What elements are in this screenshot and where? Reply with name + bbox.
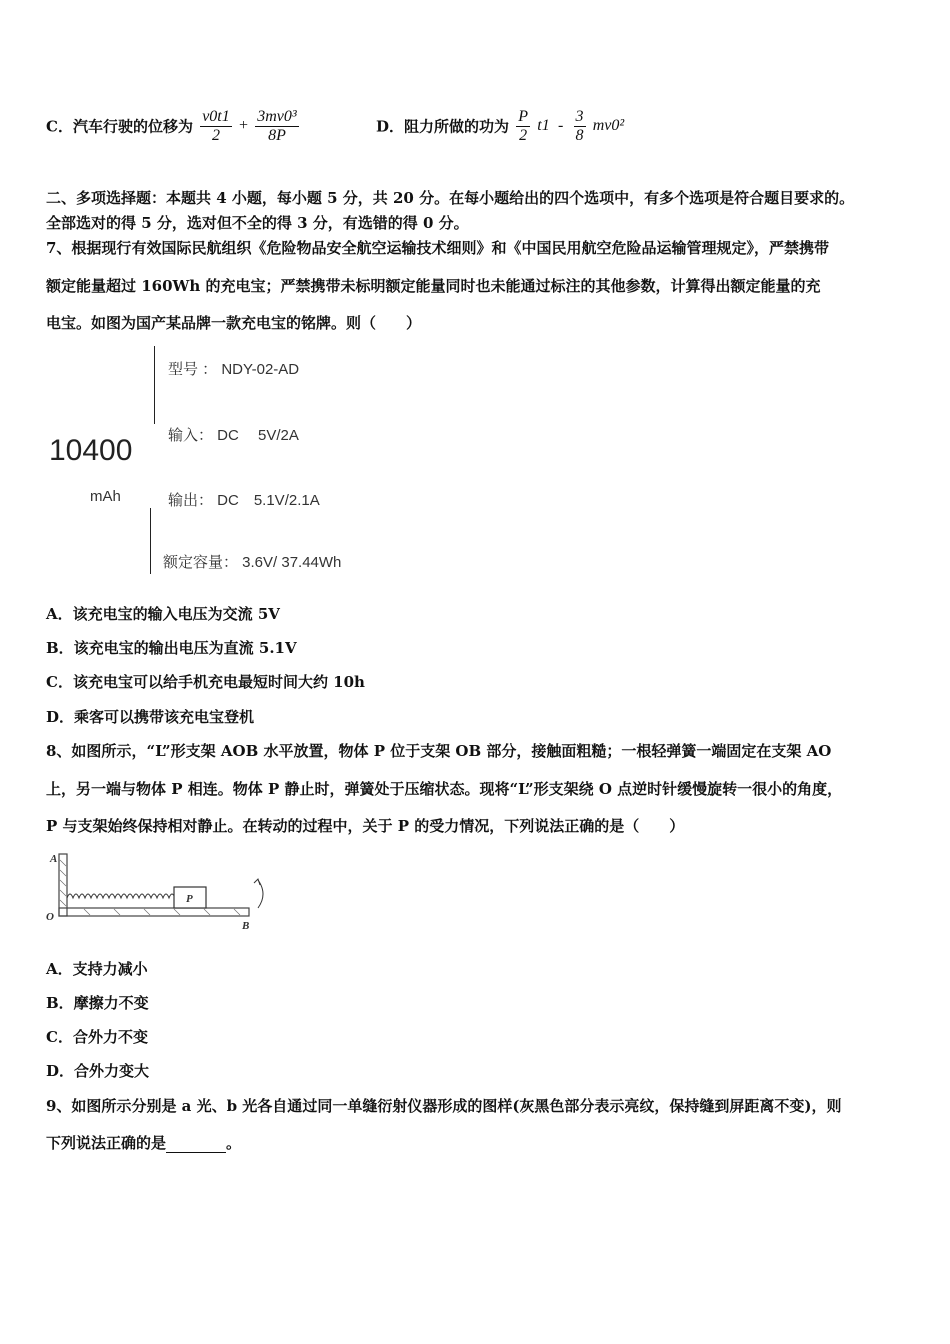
q6-option-c-label: C．汽车行驶的位移为 <box>46 117 193 136</box>
q7-option-c: C．该充电宝可以给手机充电最短时间大约 10h <box>46 673 365 691</box>
plate-divider-bottom <box>150 508 151 574</box>
q6-option-d-fraction-1: $\frac{P}{2}$ <box>518 108 529 144</box>
q9-answer-blank <box>166 1138 226 1153</box>
q7-line2: 额定能量超过 160Wh 的充电宝；严禁携带未标明额定能量同时也未能通过标注的其他参数，计算得出额定能量的充 <box>46 277 821 295</box>
spring <box>67 894 180 898</box>
label-a: A <box>50 853 58 865</box>
q7-option-a: A．该充电宝的输入电压为交流 5V <box>46 605 280 623</box>
q6-option-d-fraction-2: $\frac{3}{8}$ <box>575 108 584 144</box>
q9-line2-suffix: 。 <box>226 1134 242 1152</box>
q6-option-d-minus: - <box>557 117 564 135</box>
plate-model: 型号 ： NDY-02-AD <box>168 361 300 378</box>
rotation-arrowhead-icon <box>254 879 260 885</box>
q8-option-a: A．支持力减小 <box>46 960 148 978</box>
q9-line2-prefix: 下列说法正确的是 <box>46 1134 167 1152</box>
q8-option-d: D．合外力变大 <box>46 1062 150 1080</box>
q6-option-d-label: D．阻力所做的功为 <box>376 117 510 136</box>
q7-option-b: B．该充电宝的输出电压为直流 5.1V <box>46 639 297 657</box>
q6-option-c-fraction-1: $\frac{v0t1}{2}$ <box>202 108 230 144</box>
q7-option-d: D．乘客可以携带该充电宝登机 <box>46 708 255 726</box>
section2-line1: 二、多项选择题：本题共 4 小题，每小题 5 分，共 20 分。在每小题给出的四个选项中，有多个选项是符合题目要求的。 <box>46 189 855 207</box>
plate-output: 输出： DC 5.1V/2.1A <box>168 492 320 509</box>
rotation-arrow <box>258 880 263 908</box>
bracket-hatch <box>60 860 240 915</box>
q9-line2 <box>46 1132 241 1153</box>
q8-line1: 8、如图所示，“L”形支架 AOB 水平放置，物体 P 位于支架 OB 部分，接触面粗糙；一根轻弹簧一端固定在支架 AO <box>46 742 832 760</box>
q7-line3: 电宝。如图为国产某品牌一款充电宝的铭牌。则（ ） <box>46 314 422 332</box>
plate-divider-top <box>154 346 155 424</box>
q6-option-c-plus: + <box>238 117 248 135</box>
q6-option-d-tail: mv0² <box>592 117 625 135</box>
q8-line2: 上，另一端与物体 P 相连。物体 P 静止时，弹簧处于压缩状态。现将“L”形支架绕 O 点逆时针缓慢旋转一很小的角度， <box>46 780 843 798</box>
q8-option-c: C．合外力不变 <box>46 1028 148 1046</box>
q6-option-d <box>376 108 624 144</box>
bracket-frame <box>59 854 249 916</box>
plate-unit: mAh <box>90 488 121 505</box>
label-o: O <box>46 911 54 923</box>
q6-option-c-fraction-2: $\frac{\text{3mv0³}}{8P}$ <box>257 108 297 144</box>
section2-line2: 全部选对的得 5 分，选对但不全的得 3 分，有选错的得 0 分。 <box>46 214 469 232</box>
plate-rated: 额定容量： 3.6V/ 37.44Wh <box>163 554 342 571</box>
label-b: B <box>242 920 250 932</box>
l-bracket-figure <box>44 850 276 934</box>
plate-input: 输入： DC 5V/2A <box>168 427 299 444</box>
q7-line1: 7、根据现行有效国际民航组织《危险物品安全航空运输技术细则》和《中国民用航空危险品运输管理规定》，严禁携带 <box>46 239 829 257</box>
plate-capacity: 10400 <box>49 434 133 467</box>
q9-line1: 9、如图所示分别是 a 光、b 光各自通过同一单缝衍射仪器形成的图样(灰黑色部分表示亮纹，保持缝到屏距离不变)，则 <box>46 1097 842 1115</box>
q6-option-c <box>46 108 301 144</box>
q6-option-d-t: t1 <box>537 117 550 135</box>
label-p: P <box>186 893 193 905</box>
q8-line3: P 与支架始终保持相对静止。在转动的过程中，关于 P 的受力情况，下列说法正确的是（ ） <box>46 817 685 835</box>
q8-option-b: B．摩擦力不变 <box>46 994 149 1012</box>
